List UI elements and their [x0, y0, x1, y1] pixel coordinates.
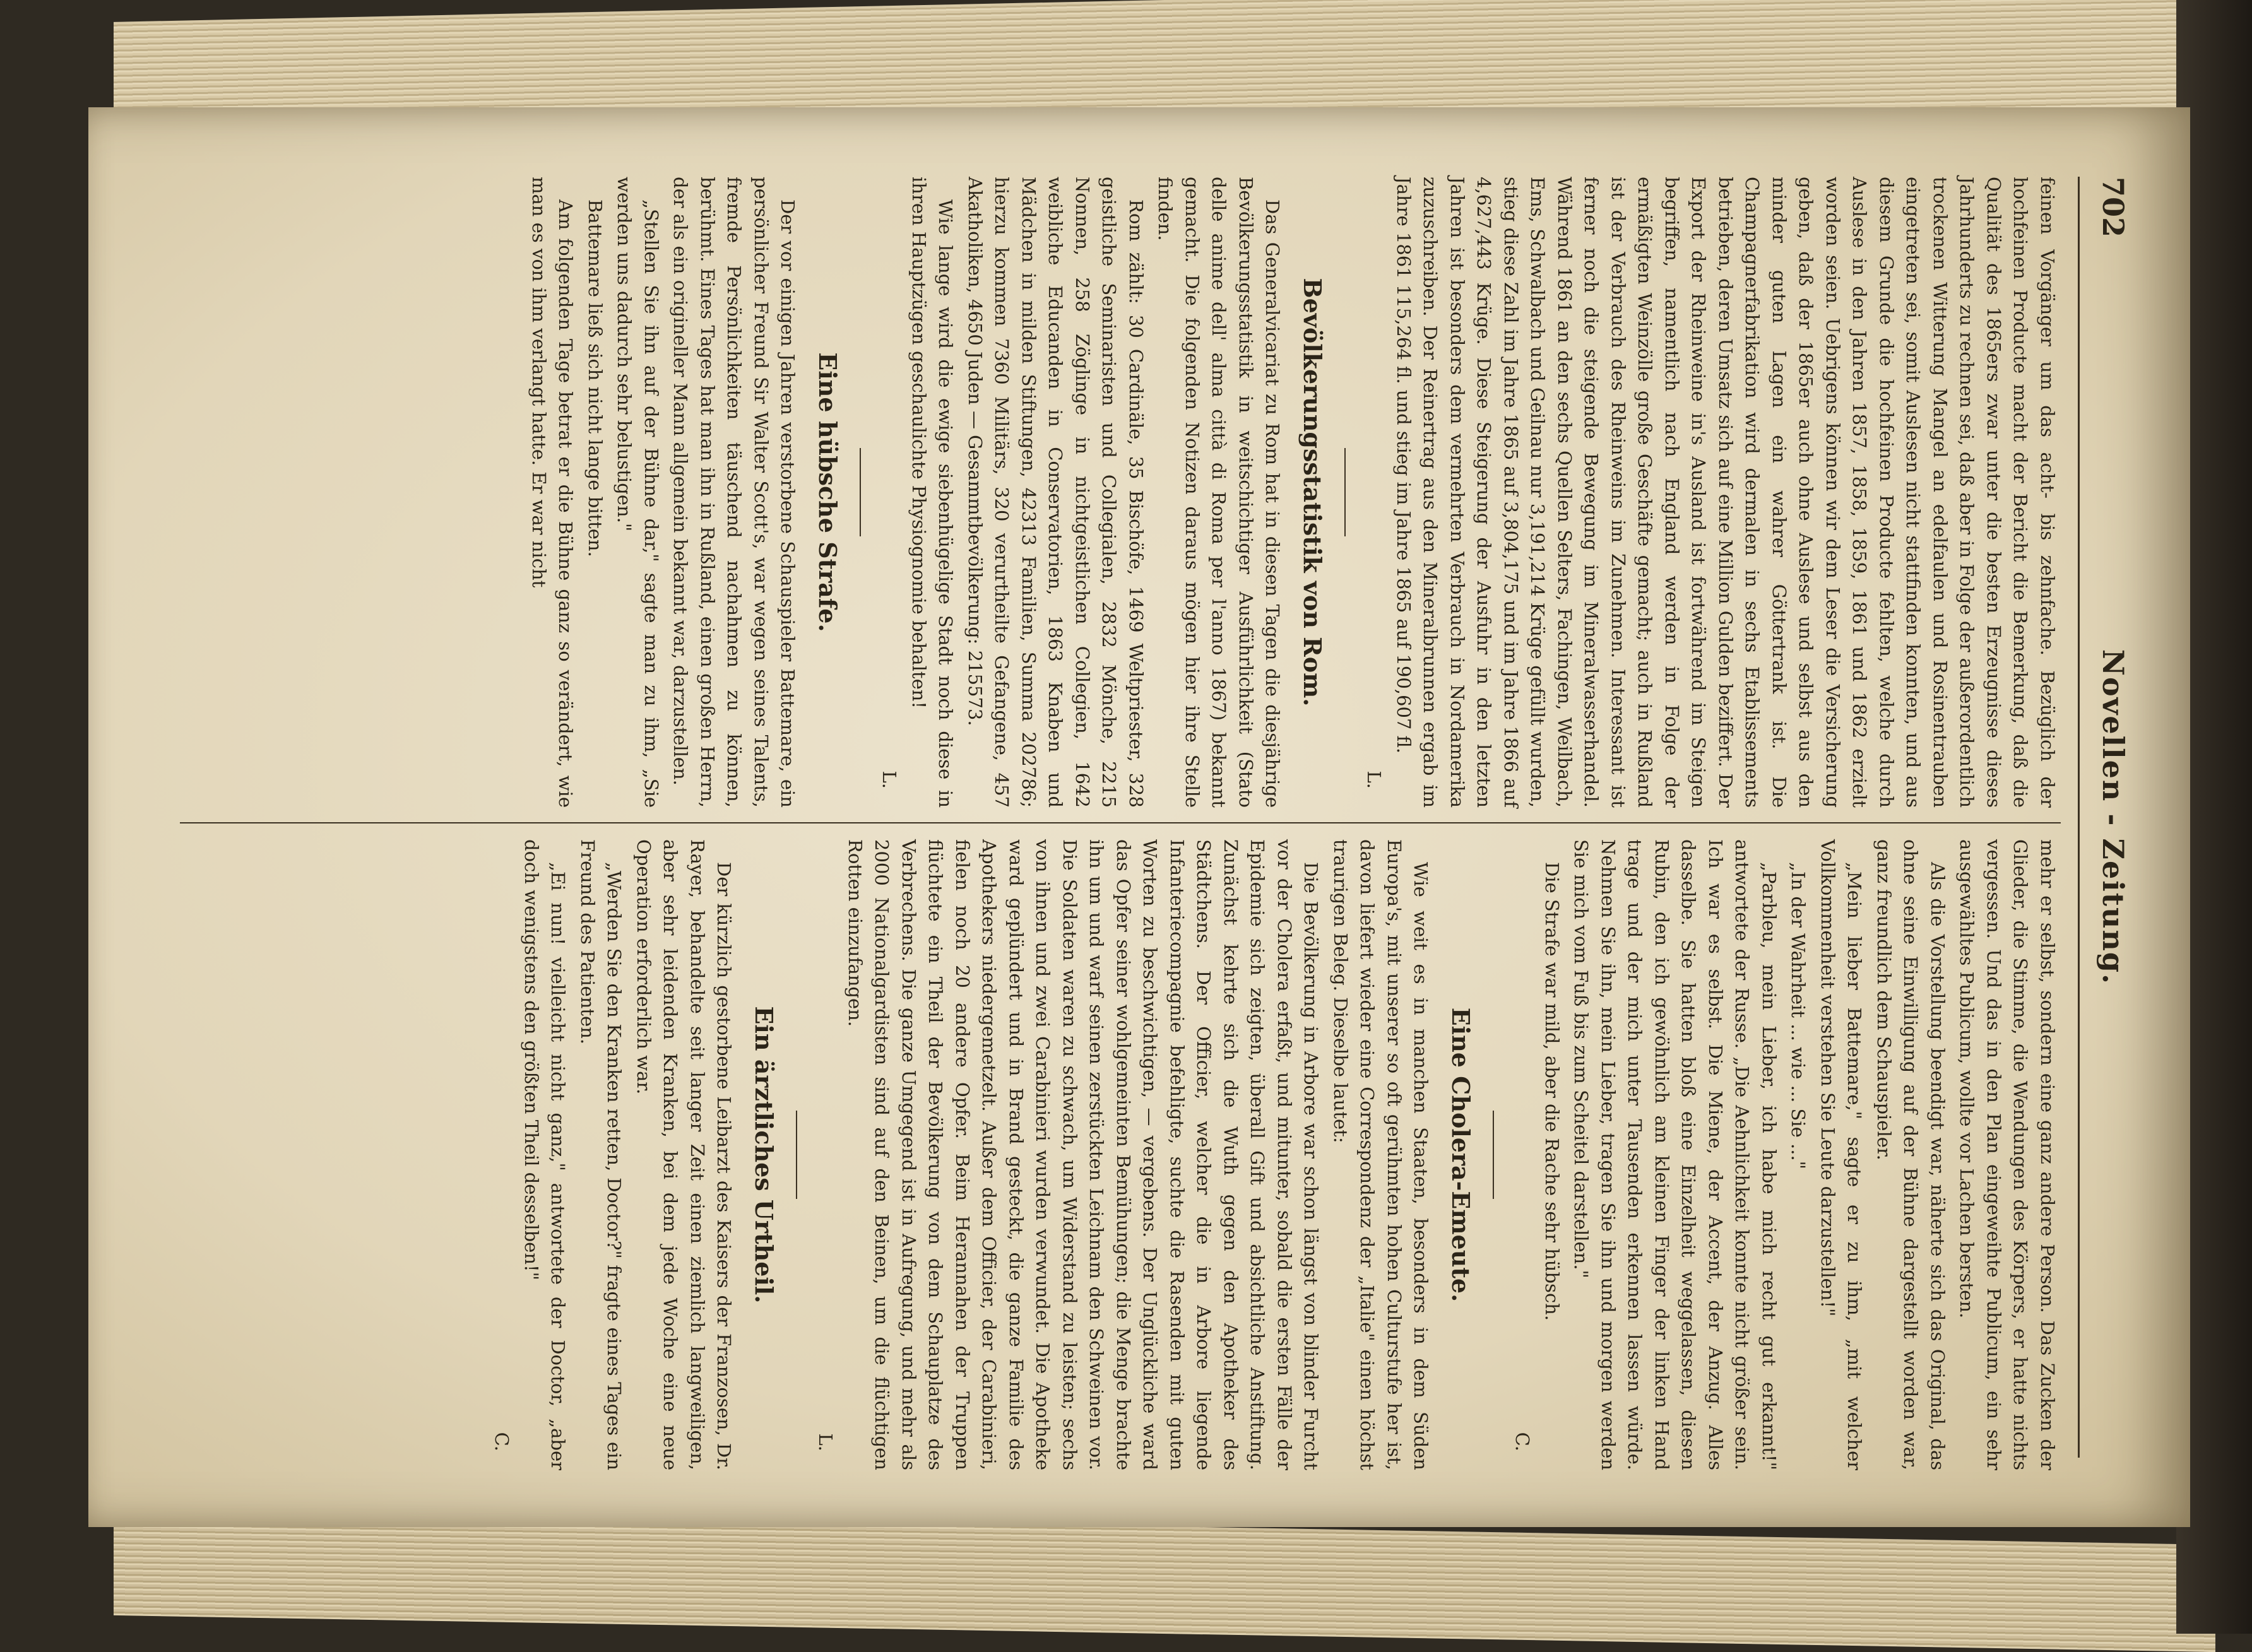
strafe-article-title: Eine hübsche Strafe. [814, 352, 842, 632]
strafe-continued-paragraph: mehr er selbst, sondern eine ganz andere Person. Das Zucken der Glieder, die Stimme, die Wendungen des Körpers, er hatte nichts vergessen. Und das in den Plan eingeweihte Publicum, ein sehr ausgewähltes Publicum, wollte vor Lachen bersten. [1956, 839, 2058, 1470]
book-page-edges-bottom [114, 1508, 2215, 1652]
right-column [167, 839, 2061, 1470]
strafe-signature: C. [1512, 1432, 1534, 1451]
left-column [167, 177, 2061, 808]
strafe-paragraph: Am folgenden Tage betrat er die Bühne ganz so verändert, wie man es von ihm verlangt hatte. Er war nicht [528, 177, 577, 808]
urtheil-signature: C. [491, 1432, 513, 1451]
rome-paragraph: Das Generalvicariat zu Rom hat in diesen Tagen die diesjährige Bevölkerungsstatistik in weitschichtiger Ausführlichkeit (Stato delle anime dell' alma città di Roma per l'anno 1867) bekannt gemacht. Die folgenden Notizen daraus mögen hier ihre Stelle finden. [1154, 177, 1284, 808]
cholera-paragraph: Die Bevölkerung in Arbore war schon längst von blinder Furcht vor der Cholera erfaßt, und mitunter, sobald die ersten Fälle der Epidemie sich zeigten, überall Gift und absichtliche Anstiftung. Zunächst kehrte sich die Wuth gegen den Apotheker des Städtchens. Der Officier, welcher die in Arbore liegende Infanteriecompagnie befehligte, suchte die Rasenden mit guten Worten zu beschwichtigen, — vergebens. Der Unglückliche ward das Opfer seiner wohlgemeinten Bemühungen; die Menge brachte ihn um und warf seinen zerstückten Leichnam den Schweinen vor. Die Soldaten waren zu schwach, um Widerstand zu leisten; sechs von ihnen und zwei Carabinieri wurden verwundet. Die Apotheke ward geplündert und in Brand gesteckt, die ganze Familie des Apothekers niedergemetzelt. Außer dem Officier, der Carabinieri, fielen noch 20 andere Opfer. Beim Herannahen der Truppen flüchtete ein Theil der Bevölkerung von dem Schauplatze des Verbrechens. Die ganze Umgegend ist in Aufregung, und mehr als 2000 Nationalgardisten sind auf den Beinen, um die flüchtigen Rotten einzufangen. [844, 839, 1322, 1470]
divider [796, 1111, 797, 1199]
urtheil-paragraph: „Werden Sie den Kranken retten, Doctor?" fragte eines Tages ein Freund des Patienten. [577, 839, 625, 1470]
strafe-paragraph: Der vor einigen Jahren verstorbene Schauspieler Battemare, ein persönlicher Freund Sir Walter Scott's, war wegen seines Talents, fremde Persönlichkeiten täuschend nachahmen zu können, berühmt. Eines Tages hat man ihn in Rußland, einen großen Herrn, der als ein origineller Mann allgemein bekannt war, darzustellen. [670, 177, 799, 808]
rome-article-title: Bevölkerungsstatistik von Rom. [1298, 278, 1327, 707]
column-divider [180, 822, 2061, 823]
cholera-article-title: Eine Cholera-Emeute. [1447, 1007, 1475, 1302]
strafe-continued-paragraph: Die Strafe war mild, aber die Rache sehr hübsch. [1541, 862, 1563, 1321]
rome-signature: L. [879, 770, 901, 789]
strafe-continued-paragraph: „Mein lieber Battemare," sagte er zu ihm, „mit welcher Vollkommenheit verstehen Sie Leute darzustellen!" [1817, 839, 1866, 1470]
urtheil-paragraph: Der kürzlich gestorbene Leibarzt des Kaisers der Franzosen, Dr. Rayer, behandelte seit langer Zeit einen ziemlich langweiligen, aber sehr leidenden Kranken, bei dem jede Woche eine neue Operation erforderlich war. [633, 839, 735, 1470]
wine-signature: L. [1363, 770, 1385, 789]
page-number: 702 [2096, 177, 2130, 238]
strafe-continued-paragraph: „In der Wahrheit ... wie ... Sie ..." [1787, 862, 1810, 1170]
cholera-signature: L. [815, 1433, 837, 1451]
divider [1344, 448, 1346, 536]
cholera-paragraph: Wie weit es in manchen Staaten, besonders in dem Süden Europa's, mit unserer so oft gerühmten hohen Culturstufe her ist, davon liefert wieder eine Correspondenz der „Italie" einen höchst traurigen Beleg. Dieselbe lautet: [1330, 839, 1432, 1470]
strafe-continued-paragraph: Als die Vorstellung beendigt war, näherte sich das Original, das ohne seine Einwilligung auf der Bühne dargestellt worden war, ganz freundlich dem Schauspieler. [1873, 839, 1948, 1470]
rotated-page-content [129, 139, 2149, 1496]
journal-title: Novellen - Zeitung. [2096, 649, 2130, 986]
wine-article-text: feinen Vorgänger um das acht- bis zehnfache. Bezüglich der hochfeinen Producte macht der Bericht die Bemerkung, daß die Qualität des 1865ers zwar unter die besten Erzeugnisse dieses Jahrhunderts zu rechnen sei, daß aber in Folge der außerordentlich trockenen Witterung Mangel an edelfaulen und Rosinentrauben eingetreten sei, somit Auslesen nicht stattfinden konnten, und aus diesem Grunde die hochfeinen Producte fehlten, welche durch Auslese in den Jahren 1857, 1858, 1859, 1861 und 1862 erzielt worden seien. Uebrigens können wir dem Leser die Versicherung geben, daß der 1865er auch ohne Auslese und selbst aus den minder guten Lagen ein wahrer Göttertrank ist. Die Champagnerfabrikation wird dermalen in sechs Etablissements betrieben, deren Umsatz sich auf eine Million Gulden beziffert. Der Export der Rheinweine in's Ausland ist fortwährend im Steigen begriffen, namentlich nach England werden in Folge der ermäßigten Weinzölle große Geschäfte gemacht; auch in Rußland ist der Verbrauch des Rheinweins im Zunehmen. Interessant ist ferner noch die steigende Bewegung im Mineralwasserhandel. Während 1861 an den sechs Quellen Selters, Fachingen, Weilbach, Ems, Schwalbach und Geilnau nur 3,191,214 Krüge gefüllt wurden, stieg diese Zahl im Jahre 1865 auf 3,804,175 und im Jahre 1866 auf 4,627,443 Krüge. Diese Steigerung der Ausfuhr in den letzten Jahren ist besonders dem vermehrten Verbrauch in Nordamerika zuzuschreiben. Der Reinertrag aus den Mineralbrunnen ergab im Jahre 1861 115,264 fl. und stieg im Jahre 1865 auf 190,607 fl. [1393, 177, 2058, 808]
divider [1493, 1111, 1494, 1199]
strafe-continued-paragraph: „Parbleu, mein Lieber, ich habe mich recht gut erkannt!" antwortete der Russe. „Die Aehnlichkeit konnte nicht größer sein. Ich war es selbst. Die Miene, der Accent, der Anzug. Alles dasselbe. Sie hatten bloß eine Einzelheit weggelassen, diesen Rubin, den ich gewöhnlich am kleinen Finger der linken Hand trage und der mich unter Tausenden erkennen lassen würde. Nehmen Sie ihn, mein Lieber, tragen Sie ihn und morgen werden Sie mich vom Fuß bis zum Scheitel darstellen." [1570, 839, 1780, 1470]
rome-paragraph: Wie lange wird die ewige siebenhügelige Stadt noch diese in ihren Hauptzügen geschaulichte Physiognomie behalten! [908, 177, 957, 808]
book-page [88, 107, 2190, 1527]
strafe-paragraph: Battemare ließ sich nicht lange bitten. [584, 199, 606, 557]
divider [860, 448, 861, 536]
header-rule [2078, 177, 2080, 1458]
page-header [2080, 177, 2130, 1458]
rome-paragraph: Rom zählt: 30 Cardinäle, 35 Bischöfe, 1469 Weltpriester, 328 geistliche Seminaristen und Collegialen, 2832 Mönche, 2215 Nonnen, 258 Zöglinge in nichtgeistlichen Collegien, 1642 weibliche Educanden in Conservatorien, 1863 Knaben und Mädchen in milden Stiftungen, 42313 Familien, Summa 202786; hierzu kommen 7360 Militärs, 320 verurtheilte Gefangene, 457 Akatholiken, 4650 Juden — Gesammtbevölkerung: 215573. [964, 177, 1147, 808]
strafe-paragraph: „Stellen Sie ihn auf der Bühne dar," sagte man zu ihm, „Sie werden uns dadurch sehr belustigen." [613, 177, 662, 808]
urtheil-article-title: Ein ärztliches Urtheil. [750, 1006, 778, 1304]
urtheil-paragraph: „Ei nun! vielleicht nicht ganz," antwortete der Doctor, „aber doch wenigstens den größten Theil desselben!" [521, 839, 569, 1470]
